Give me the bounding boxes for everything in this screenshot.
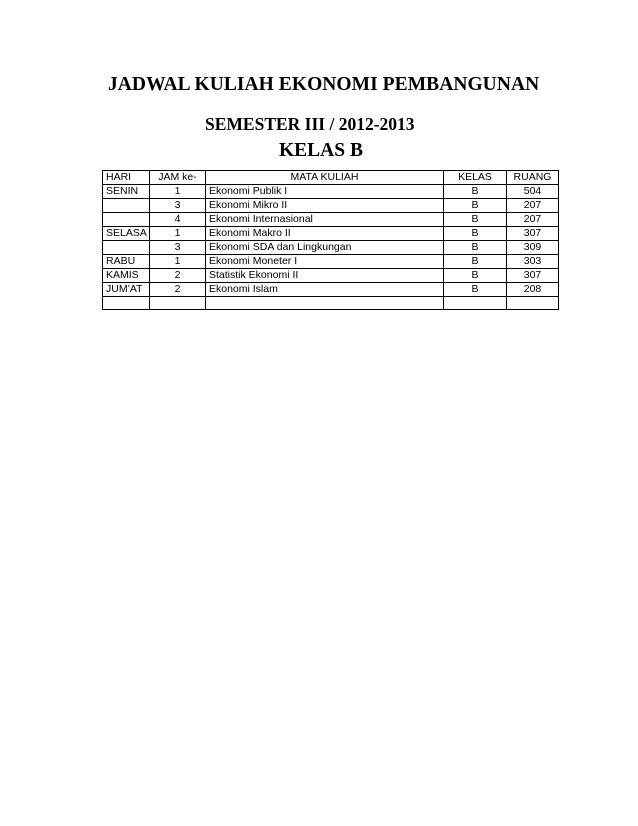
cell-hari — [103, 297, 150, 310]
cell-hari: JUM’AT — [103, 283, 150, 297]
schedule-table — [102, 170, 559, 310]
cell-ruang: 307 — [507, 227, 559, 241]
document-title: JADWAL KULIAH EKONOMI PEMBANGUNAN — [108, 74, 540, 95]
cell-mata-kuliah: Ekonomi Publik I — [206, 185, 444, 199]
cell-jam — [150, 297, 206, 310]
cell-ruang: 207 — [507, 213, 559, 227]
cell-hari: SELASA — [103, 227, 150, 241]
cell-jam: 2 — [150, 283, 206, 297]
cell-ruang: 207 — [507, 199, 559, 213]
class-heading: KELAS B — [279, 140, 363, 161]
cell-mata-kuliah: Ekonomi Internasional — [206, 213, 444, 227]
cell-mata-kuliah: Statistik Ekonomi II — [206, 269, 444, 283]
cell-jam: 1 — [150, 185, 206, 199]
cell-kelas — [444, 297, 507, 310]
table-row — [103, 227, 559, 241]
cell-kelas: B — [444, 241, 507, 255]
cell-jam: 4 — [150, 213, 206, 227]
table-row — [103, 199, 559, 213]
cell-jam: 2 — [150, 269, 206, 283]
table-row — [103, 255, 559, 269]
cell-kelas: B — [444, 185, 507, 199]
table-body — [103, 185, 559, 310]
cell-ruang: 307 — [507, 269, 559, 283]
cell-ruang: 309 — [507, 241, 559, 255]
column-header-kelas: KELAS — [444, 171, 507, 185]
cell-ruang: 303 — [507, 255, 559, 269]
cell-jam: 3 — [150, 241, 206, 255]
cell-kelas: B — [444, 283, 507, 297]
cell-jam: 3 — [150, 199, 206, 213]
semester-heading: SEMESTER III / 2012-2013 — [205, 114, 415, 134]
cell-ruang — [507, 297, 559, 310]
table-row — [103, 241, 559, 255]
cell-hari: SENIN — [103, 185, 150, 199]
cell-mata-kuliah: Ekonomi Mikro II — [206, 199, 444, 213]
cell-kelas: B — [444, 227, 507, 241]
table-header — [103, 171, 559, 185]
header-row — [103, 171, 559, 185]
cell-mata-kuliah: Ekonomi Islam — [206, 283, 444, 297]
cell-hari: RABU — [103, 255, 150, 269]
table-row — [103, 185, 559, 199]
cell-jam: 1 — [150, 227, 206, 241]
cell-hari — [103, 213, 150, 227]
cell-mata-kuliah: Ekonomi Moneter I — [206, 255, 444, 269]
cell-jam: 1 — [150, 255, 206, 269]
column-header-jam: JAM ke- — [150, 171, 206, 185]
cell-kelas: B — [444, 269, 507, 283]
table-row — [103, 213, 559, 227]
cell-mata-kuliah: Ekonomi SDA dan Lingkungan — [206, 241, 444, 255]
cell-hari: KAMIS — [103, 269, 150, 283]
cell-mata-kuliah: Ekonomi Makro II — [206, 227, 444, 241]
table-row — [103, 283, 559, 297]
table-row — [103, 297, 559, 310]
cell-hari — [103, 241, 150, 255]
cell-ruang: 504 — [507, 185, 559, 199]
cell-ruang: 208 — [507, 283, 559, 297]
cell-mata-kuliah — [206, 297, 444, 310]
column-header-mata-kuliah: MATA KULIAH — [206, 171, 444, 185]
cell-hari — [103, 199, 150, 213]
column-header-hari: HARI — [103, 171, 150, 185]
cell-kelas: B — [444, 199, 507, 213]
cell-kelas: B — [444, 213, 507, 227]
cell-kelas: B — [444, 255, 507, 269]
table-row — [103, 269, 559, 283]
column-header-ruang: RUANG — [507, 171, 559, 185]
